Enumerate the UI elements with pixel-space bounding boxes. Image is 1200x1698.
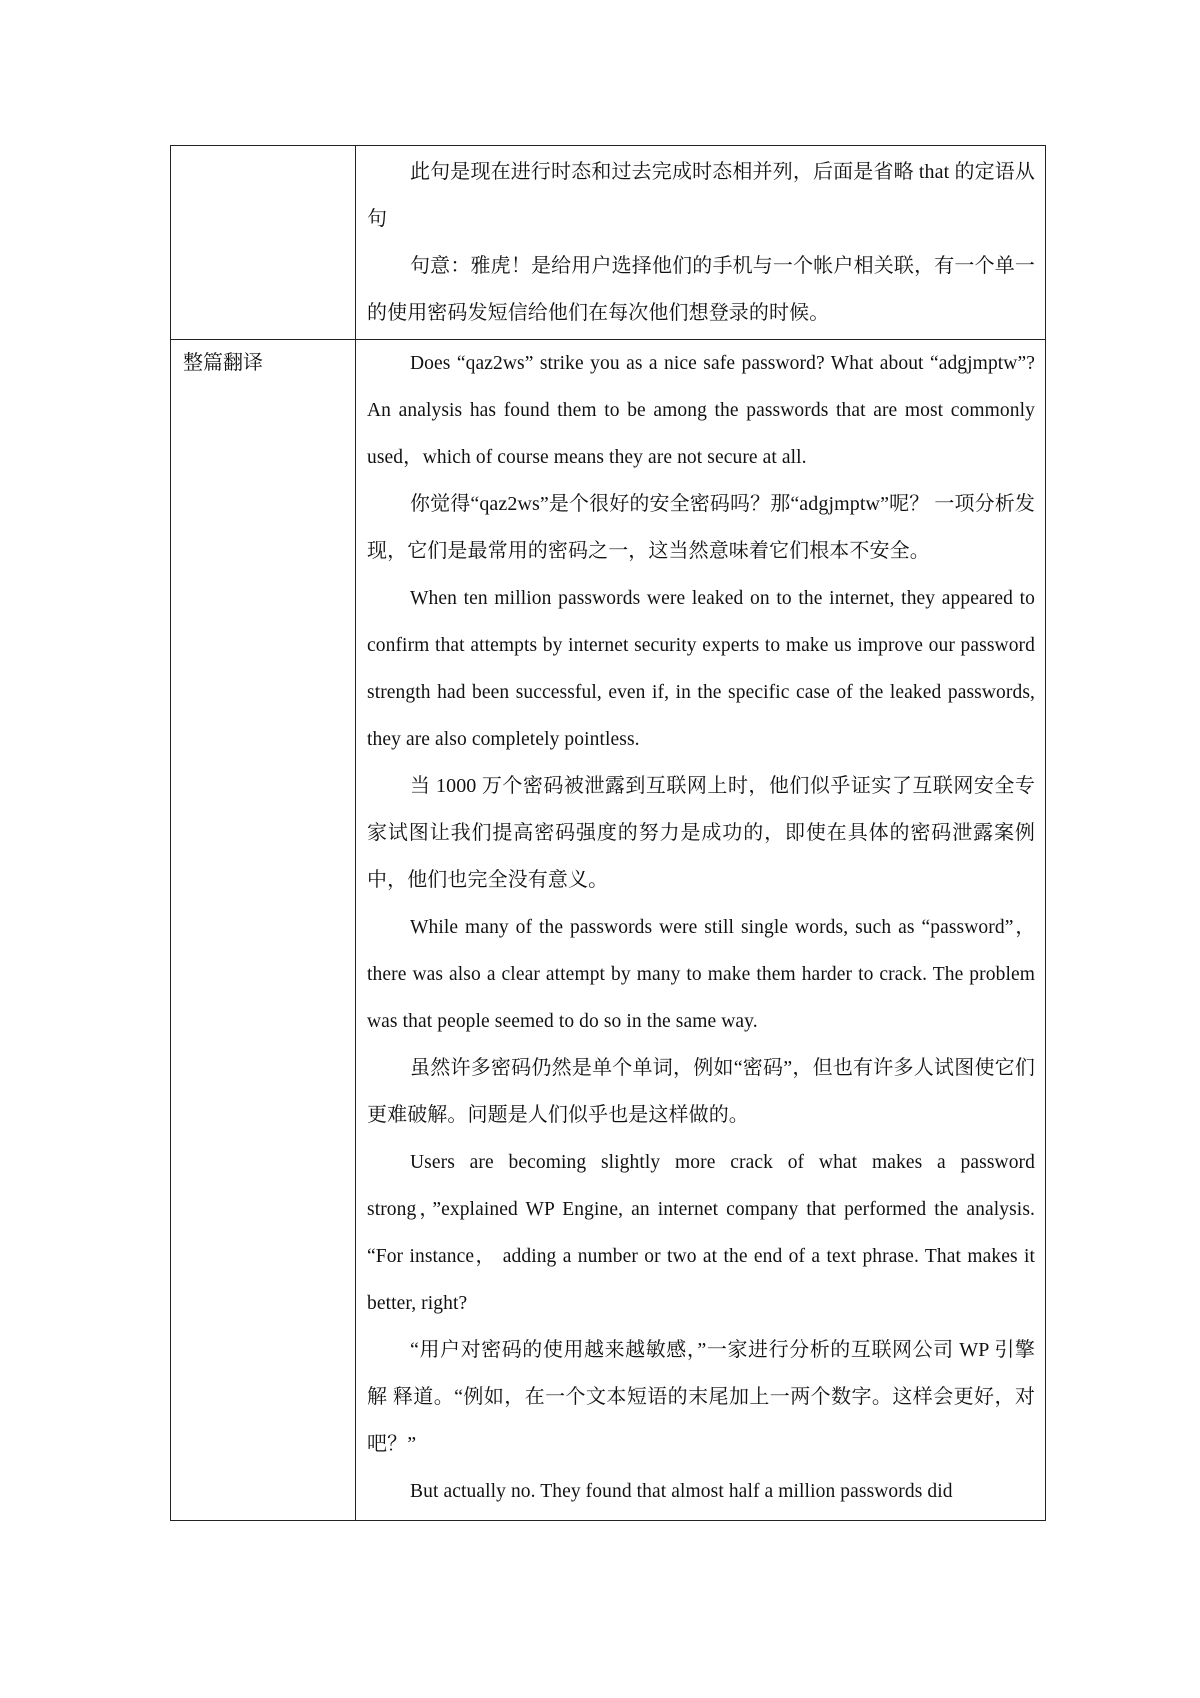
chinese-paragraph: 当 1000 万个密码被泄露到互联网上时，他们似乎证实了互联网安全专家试图让我们提高密码强度的努力是成功的，即使在具体的密码泄露案例中，他们也完全没有意义。 — [367, 775, 1035, 891]
english-paragraph: When ten million passwords were leaked on to the internet, they appeared to confirm that attempts by internet security experts to make us improve our password strength had been successful, even if, in the specific case of the leaked passwords, they are also completely pointless. — [367, 588, 1035, 750]
grammar-note-paragraph: 此句是现在进行时态和过去完成时态相并列，后面是省略 that 的定语从句 — [367, 161, 1035, 230]
row-label-cell — [171, 146, 356, 340]
full-translation-label: 整篇翻译 — [183, 352, 263, 374]
english-paragraph: Does “qaz2ws” strike you as a nice safe password? What about “adgjmptw”? An analysis has found them to be among the passwords that are most commonly used，which of course means they are not secure at all. — [367, 353, 1035, 468]
english-paragraph: While many of the passwords were still single words, such as “password”，there was also a clear attempt by many to make them harder to crack. The problem was that people seemed to do so in the same way. — [367, 917, 1035, 1032]
english-paragraph: But actually no. They found that almost half a million passwords did — [410, 1481, 953, 1502]
chinese-paragraph: “用户对密码的使用越来越敏感，”一家进行分析的互联网公司 WP 引擎解 释道。“例如，在一个文本短语的末尾加上一两个数字。这样会更好，对吧？” — [367, 1339, 1035, 1455]
document-table — [170, 145, 1046, 1521]
chinese-paragraph: 虽然许多密码仍然是单个单词，例如“密码”，但也有许多人试图使它们更难破解。问题是人们似乎也是这样做的。 — [367, 1057, 1035, 1126]
row-content-cell — [356, 146, 1046, 340]
row-label-cell — [171, 340, 356, 1521]
chinese-paragraph: 你觉得“qaz2ws”是个很好的安全密码吗？那“adgjmptw”呢？ 一项分析发现，它们是最常用的密码之一，这当然意味着它们根本不安全。 — [367, 493, 1035, 562]
table-row — [171, 146, 1046, 340]
sentence-meaning-paragraph: 句意：雅虎！是给用户选择他们的手机与一个帐户相关联，有一个单一的使用密码发短信给他们在每次他们想登录的时候。 — [367, 255, 1035, 324]
table-row — [171, 340, 1046, 1521]
row-content-cell — [356, 340, 1046, 1521]
english-paragraph: Users are becoming slightly more crack of what makes a password strong，”explained WP Engine, an internet company that performed the analysis. “For instance， adding a number or two at the end of a text phrase. That makes it better, right? — [367, 1152, 1035, 1314]
